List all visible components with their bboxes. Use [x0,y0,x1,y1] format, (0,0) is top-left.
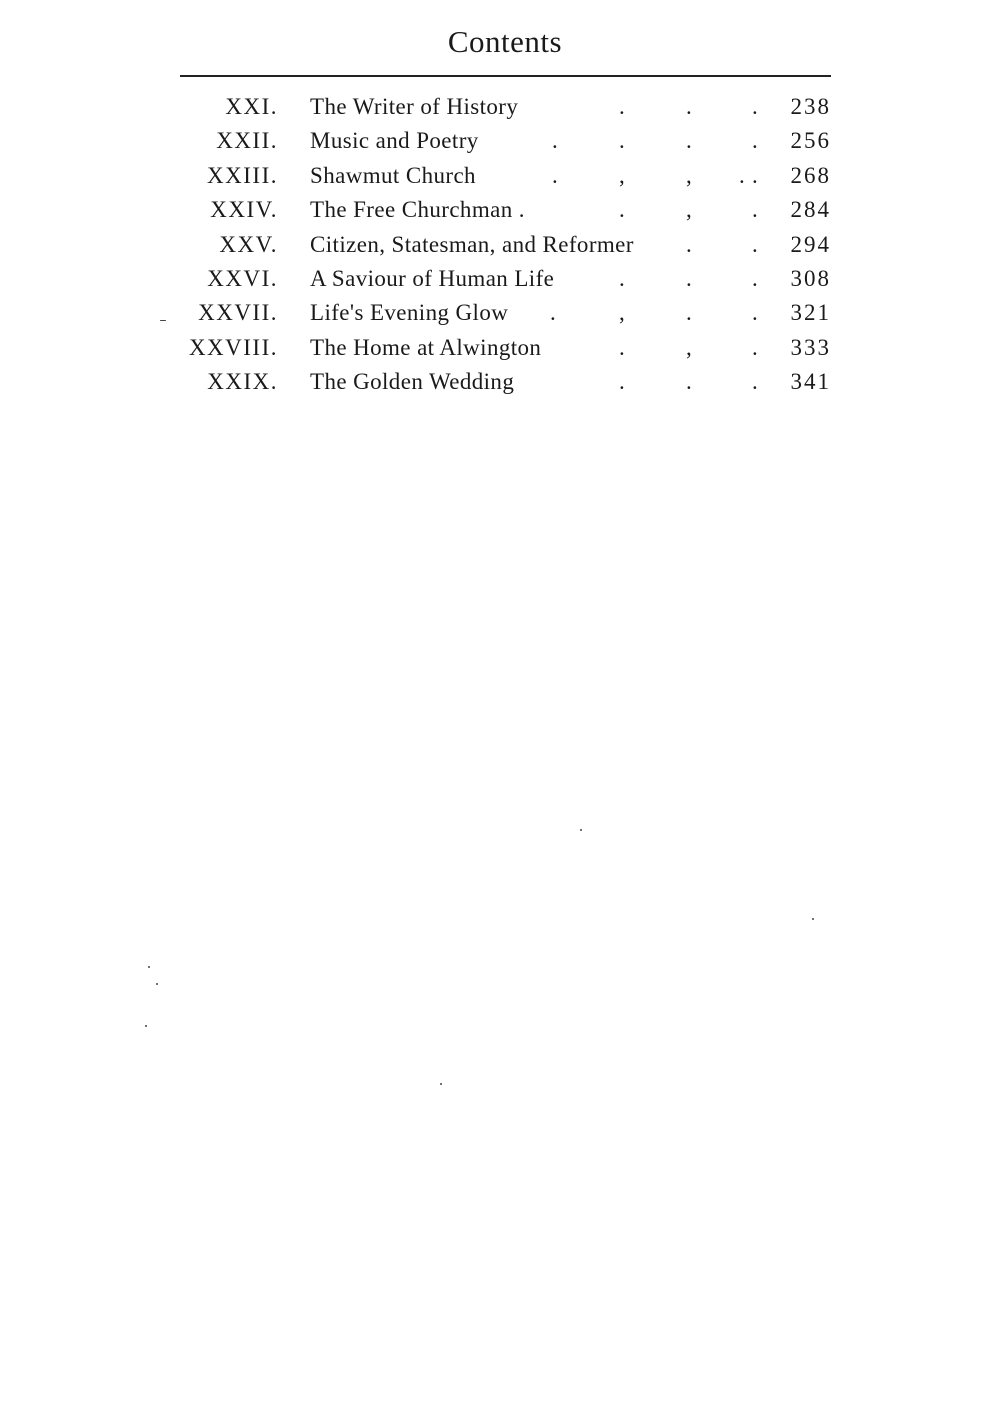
chapter-number: XXII. [216,128,278,154]
chapter-title: The Free Churchman . [310,197,525,223]
dot-leader: , [686,334,692,360]
dot-leader: . [752,197,758,223]
chapter-title: Shawmut Church [310,162,476,188]
dot-leader: . [686,265,692,291]
scan-speck [440,1083,442,1085]
toc-entry [0,161,1000,195]
title-rule [180,75,831,77]
toc-entry [0,367,1000,401]
page-number: 284 [790,197,831,223]
chapter-title: The Home at Alwington [310,334,542,360]
dot-leader: . [686,128,692,154]
dot-leader: . [619,334,625,360]
chapter-title: The Golden Wedding [310,369,515,395]
toc-entry [0,126,1000,160]
chapter-number: XXI. [225,94,278,119]
dot-leader: . [752,265,758,291]
dot-leader: . [550,300,556,326]
scan-speck [148,966,150,968]
dot-leader: . [752,334,758,360]
chapter-number: XXVI. [207,265,278,291]
chapter-number: XXIV. [210,197,278,223]
chapter-number: XXIX. [207,369,278,395]
dot-leader: . [686,300,692,326]
chapter-title: Life's Evening Glow [310,300,509,326]
dot-leader: . [552,162,558,188]
page-title: Contents [447,24,563,59]
toc-entry [0,333,1000,367]
dot-leader: . [552,128,558,154]
chapter-number: XXV. [219,231,278,257]
chapter-title: Citizen, Statesman, and Reformer [310,231,634,257]
dot-leader: , [686,162,692,188]
scan-speck [160,320,166,321]
dot-leader: . [686,369,692,395]
page-number: 341 [790,369,831,395]
chapter-title: A Saviour of Human Life [310,265,555,291]
dot-leader: , [619,300,625,326]
scan-speck [580,829,582,831]
dot-leader: . [686,231,692,257]
chapter-number: XXVII. [198,300,278,326]
table-of-contents [0,92,1000,402]
scan-speck [145,1025,147,1027]
dot-leader: . [686,94,692,119]
dot-leader: . [619,197,625,223]
chapter-title: Music and Poetry [310,128,479,154]
dot-leader: . [752,369,758,395]
toc-entry [0,298,1000,332]
page-number: 268 [790,162,831,188]
page-number: 308 [790,265,831,291]
dot-leader: . [739,162,745,188]
dot-leader: , [619,162,625,188]
toc-entry [0,92,1000,126]
page-number: 333 [790,334,831,360]
dot-leader: , [686,197,692,223]
page-number: 321 [790,300,831,326]
dot-leader: . [752,231,758,257]
chapter-number: XXIII. [207,162,278,188]
dot-leader: . [752,300,758,326]
chapter-title: The Writer of History [310,94,519,119]
toc-entry [0,264,1000,298]
scan-speck [812,918,814,920]
page-number: 256 [790,128,831,154]
dot-leader: . [619,94,625,119]
dot-leader: . [619,265,625,291]
dot-leader: . [619,128,625,154]
dot-leader: . [752,128,758,154]
page-number: 238 [790,94,831,119]
toc-entry [0,195,1000,229]
dot-leader: . [752,94,758,119]
scan-speck [156,983,158,985]
page-number: 294 [790,231,831,257]
dot-leader: . [619,369,625,395]
dot-leader: . [752,162,758,188]
chapter-number: XXVIII. [188,334,278,360]
toc-entry [0,230,1000,264]
